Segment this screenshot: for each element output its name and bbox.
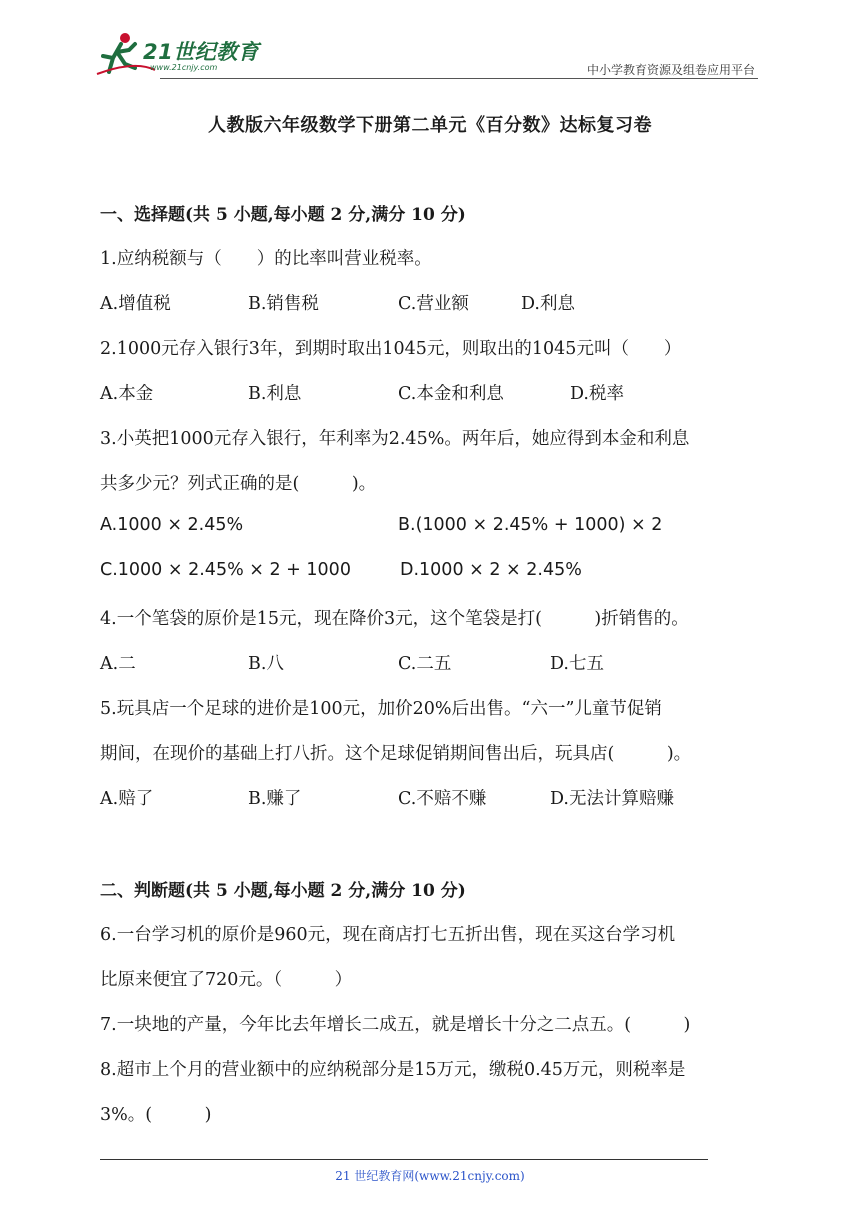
question-6-stem-line1: 6.一台学习机的原价是960元，现在商店打七五折出售，现在买这台学习机: [100, 925, 676, 945]
question-6-stem-line2: 比原来便宜了720元。（ ）: [100, 970, 353, 990]
q3-option-c: C.1000 × 2.45% × 2 + 1000: [100, 560, 351, 580]
footer-link[interactable]: 21 世纪教育网(www.21cnjy.com): [335, 1169, 525, 1183]
question-8-stem-line1: 8.超市上个月的营业额中的应纳税部分是15万元，缴税0.45万元，则税率是: [100, 1060, 686, 1080]
question-4-stem: 4.一个笔袋的原价是15元，现在降价3元，这个笔袋是打( )折销售的。: [100, 609, 689, 629]
q4-option-b: B.八: [248, 654, 284, 674]
question-1-stem: 1.应纳税额与（ ）的比率叫营业税率。: [100, 249, 432, 269]
q4-option-a: A.二: [100, 654, 136, 674]
q4-option-d: D.七五: [550, 654, 604, 674]
question-5-stem-line1: 5.玩具店一个足球的进价是100元，加价20%后出售。“六一”儿童节促销: [100, 699, 662, 719]
page-title: 人教版六年级数学下册第二单元《百分数》达标复习卷: [208, 115, 652, 136]
section-heading-judgment: 二、判断题(共 5 小题,每小题 2 分,满分 10 分): [100, 881, 466, 901]
q2-option-b: B.利息: [248, 384, 302, 404]
q5-option-c: C.不赔不赚: [398, 789, 487, 809]
q1-option-c: C.营业额: [398, 294, 469, 314]
q5-option-b: B.赚了: [248, 789, 302, 809]
q1-option-d: D.利息: [521, 294, 575, 314]
q2-option-a: A.本金: [100, 384, 154, 404]
q5-option-a: A.赔了: [100, 789, 154, 809]
q3-option-a: A.1000 × 2.45%: [100, 515, 244, 535]
question-3-stem-line1: 3.小英把1000元存入银行，年利率为2.45%。两年后，她应得到本金和利息: [100, 429, 690, 449]
question-7-stem: 7.一块地的产量，今年比去年增长二成五，就是增长十分之二点五。( ): [100, 1015, 691, 1035]
question-2-stem: 2.1000元存入银行3年，到期时取出1045元，则取出的1045元叫（ ）: [100, 339, 682, 359]
header-platform-text: 中小学教育资源及组卷应用平台: [586, 63, 755, 77]
question-3-stem-line2: 共多少元？列式正确的是( )。: [100, 474, 377, 494]
footer-divider: [100, 1159, 708, 1160]
q3-option-d: D.1000 × 2 × 2.45%: [400, 560, 582, 580]
logo-url: www.21cnjy.com: [150, 63, 218, 72]
q1-option-a: A.增值税: [100, 294, 171, 314]
q4-option-c: C.二五: [398, 654, 452, 674]
q2-option-d: D.税率: [570, 384, 624, 404]
header-divider: [160, 78, 758, 79]
logo-text: 21世纪教育: [143, 40, 260, 64]
page-header: [0, 0, 860, 90]
q3-option-b: B.(1000 × 2.45% + 1000) × 2: [398, 515, 663, 535]
question-8-stem-line2: 3%。( ): [100, 1105, 212, 1125]
q5-option-d: D.无法计算赔赚: [550, 789, 674, 809]
question-5-stem-line2: 期间，在现价的基础上打八折。这个足球促销期间售出后，玩具店( )。: [100, 744, 692, 764]
section-heading-choice: 一、选择题(共 5 小题,每小题 2 分,满分 10 分): [100, 205, 466, 225]
q2-option-c: C.本金和利息: [398, 384, 504, 404]
q1-option-b: B.销售税: [248, 294, 319, 314]
